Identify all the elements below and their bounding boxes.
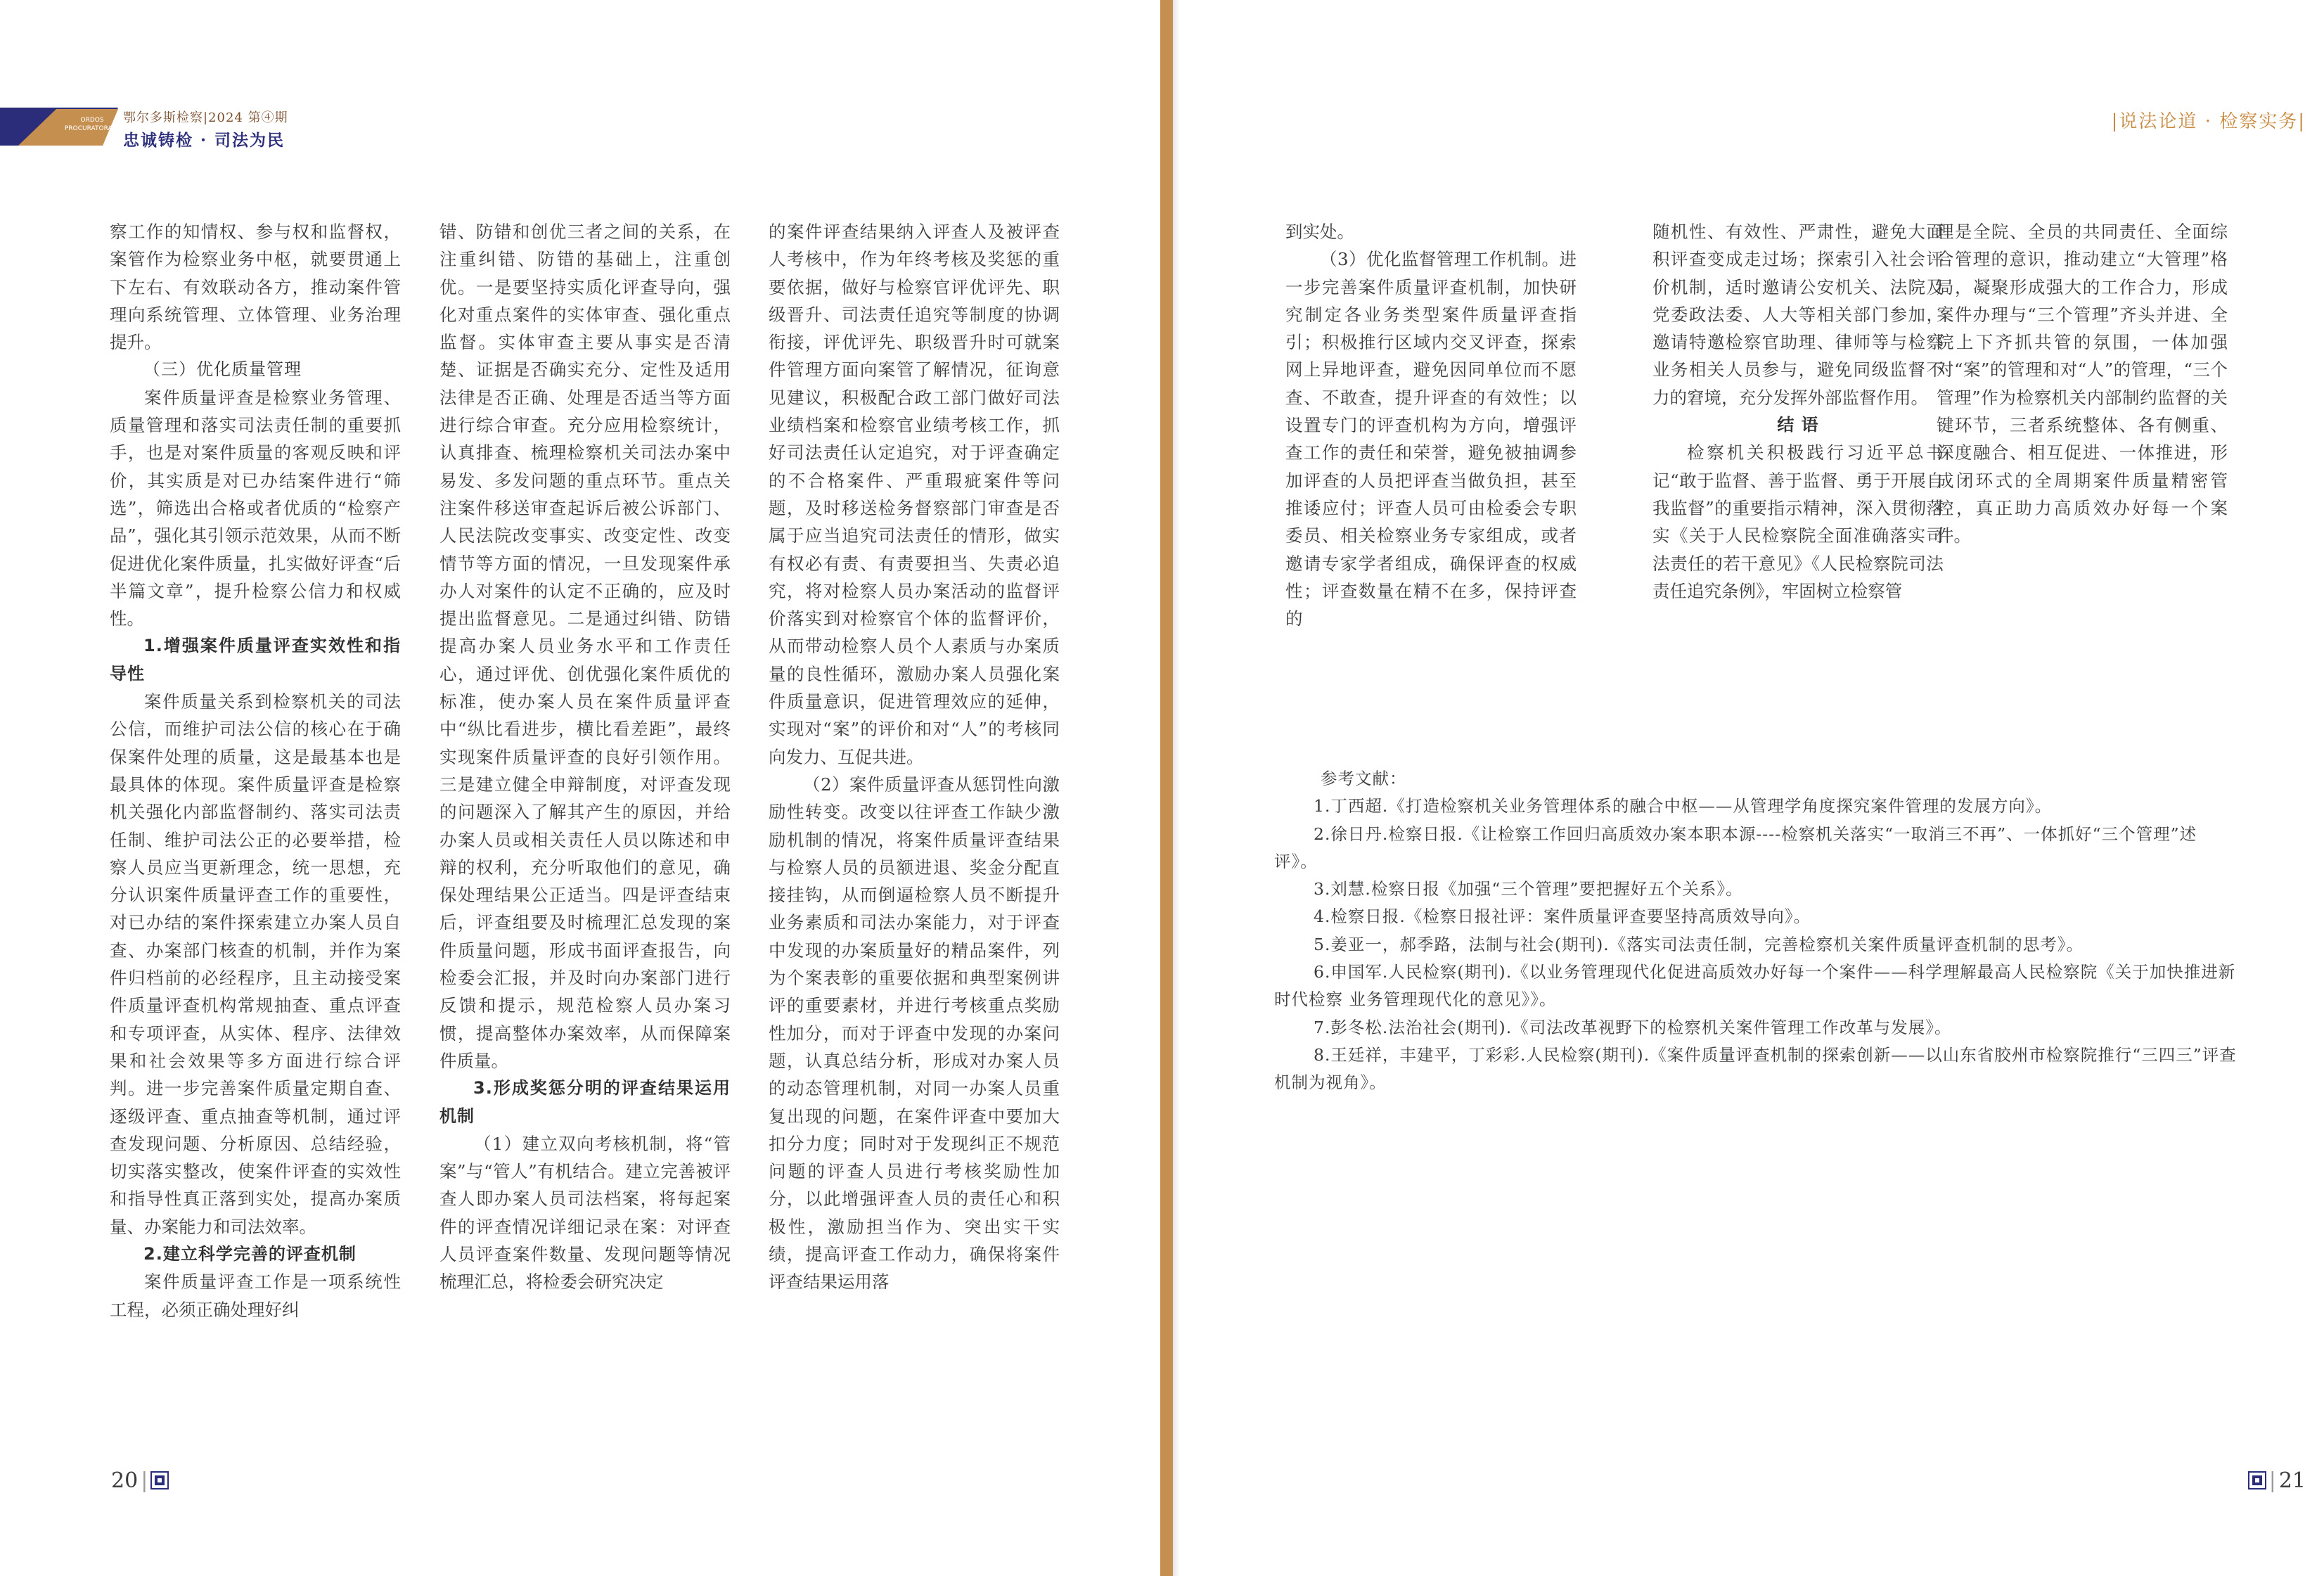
section-heading: 结 语 [1777,415,1819,435]
section-heading: （三）优化质量管理 [143,359,302,380]
magazine-header [123,108,288,150]
magazine-slogan: 忠诚铸检 · 司法为民 [123,131,285,150]
section-tag: |说法论道 · 检察实务| [2111,111,2306,132]
right-column-2 [1652,218,1944,605]
right-column-1 [1285,218,1577,632]
paragraph: （3）优化监督管理工作机制。进一步完善案件质量评查机制，加快研究制定各业务类型案件质量评查指引；积极推行区域内交叉评查，探索网上异地评查，避免因同单位而不愿查、不敢查，提升评查的有效性；以设置专门的评查机构为方向，增强评查工作的责任和荣誉，避免被抽调参加评查的人员把评查当做负担，甚至推诿应付；评查人员可由检委会专职委员、相关检察业务专家组成，或者邀请专家学者组成，确保评查的权威性；评查数量在精不在多，保持评查的 [1285,249,1577,629]
left-column-1 [110,218,401,1324]
section-heading: 2.建立科学完善的评查机制 [143,1243,357,1264]
page-number-right: | 21 [2248,1468,2306,1493]
page-number-left: 20 | [111,1468,169,1493]
reference-item: 6.申国军.人民检察(期刊).《以业务管理现代化促进高质效办好每一个案件——科学理解最高人民检察院《关于加快推进新时代检察 业务管理现代化的意见》》。 [1274,962,2236,1010]
reference-item: 4.检察日报.《检察日报社评：案件质量评查要坚持高质效导向》。 [1314,906,1811,927]
references [1274,765,2238,1097]
paragraph: （1）建立双向考核机制，将“管案”与“管人”有机结合。建立完善被评查人即办案人员司法档案，将每起案件的评查情况详细记录在案：对评查人员评查案件数量、发现问题等情况梳理汇总，将检委会研究决定 [439,1133,731,1293]
references-title: 参考文献： [1321,769,1407,788]
paragraph: 案件质量关系到检察机关的司法公信，而维护司法公信的核心在于确保案件处理的质量，这是最基本也是最具体的体现。案件质量评查是检察机关强化内部监督制约、落实司法责任制、维护司法公正的必要举措，检察人员应当更新理念，统一思想，充分认识案件质量评查工作的重要性，对已办结的案件探索建立办案人员自查、办案部门核查的机制，并作为案件归档前的必经程序，且主动接受案件质量评查机构常规抽查、重点评查和专项评查，从实体、程序、法律效果和社会效果等多方面进行综合评判。进一步完善案件质量定期自查、逐级评查、重点抽查等机制，通过评查发现问题、分析原因、总结经验，切实落实整改，使案件评查的实效性和指导性真正落到实处，提高办案质量、办案能力和司法效率。 [110,691,401,1237]
paragraph: （2）案件质量评查从惩罚性向激励性转变。改变以往评查工作缺少激励机制的情况，将案件质量评查结果与检察人员的员额进退、奖金分配直接挂钩，从而倒逼检察人员不断提升业务素质和司法办案能力，对于评查中发现的办案质量好的精品案件，列为个案表彰的重要依据和典型案例讲评的重要素材，并进行考核重点奖励性加分，而对于评查中发现的办案问题，认真总结分析，形成对办案人员的动态管理机制，对同一办案人员重复出现的问题，在案件评查中要加大扣分力度；同时对于发现纠正不规范问题的评查人员进行考核奖励性加分，以此增强评查人员的责任心和积极性，激励担当作为、突出实干实绩，提高评查工作动力，确保将案件评查结果运用落 [769,774,1060,1293]
left-column-3 [769,218,1060,1296]
references-list [1274,793,2238,1096]
reference-item: 5.姜亚一，郝季路，法制与社会(期刊).《落实司法责任制，完善检察机关案件质量评查机制的思考》。 [1314,934,2084,954]
paragraph: 理是全院、全员的共同责任、全面综合管理的意识，推动建立“大管理”格局，凝聚形成强大的工作合力，形成案件办理与“三个管理”齐头并进、全院上下齐抓共管的氛围，一体加强对“案”的管理和对“人”的管理，“三个管理”作为检察机关内部制约监督的关键环节，三者系统整体、各有侧重、深度融合、相互促进、一体推进，形成闭环式的全周期案件质量精密管控，真正助力高质效办好每一个案件。 [1937,222,2228,546]
left-page [0,0,1160,1576]
section-heading: 1.增强案件质量评查实效性和指导性 [110,636,401,684]
reference-item: 3.刘慧.检察日报《加强“三个管理”要把握好五个关系》。 [1314,879,1743,899]
right-column-3 [1937,218,2228,550]
reference-item: 1.丁西超.《打造检察机关业务管理体系的融合中枢——从管理学角度探究案件管理的发展方向》。 [1314,796,2053,816]
paragraph: 到实处。 [1285,222,1354,242]
paragraph: 错、防错和创优三者之间的关系，在注重纠错、防错的基础上，注重创优。一是要坚持实质化评查导向，强化对重点案件的实体审查、强化重点监督。实体审查主要从事实是否清楚、证据是否确实充分、定性及适用法律是否正确、处理是否适当等方面进行综合审查。充分应用检察统计，认真排查、梳理检察机关司法办案中易发、多发问题的重点环节。重点关注案件移送审查起诉后被公诉部门、人民法院改变事实、改变定性、改变情节等方面的情况，一旦发现案件承办人对案件的认定不正确的，应及时提出监督意见。二是通过纠错、防错提高办案人员业务水平和工作责任心，通过评优、创优强化案件质优的标准，使办案人员在案件质量评查中“纵比看进步，横比看差距”，最终实现案件质量评查的良好引领作用。三是建立健全申辩制度，对评查发现的问题深入了解其产生的原因，并给办案人员或相关责任人员以陈述和申辩的权利，充分听取他们的意见，确保处理结果公正适当。四是评查结束后，评查组要及时梳理汇总发现的案件质量问题，形成书面评查报告，向检委会汇报，并及时向办案部门进行反馈和提示，规范检察人员办案习惯，提高整体办案效率，从而保障案件质量。 [439,222,731,1071]
logo-icon [2248,1471,2266,1489]
page-spine [1160,0,1173,1576]
paragraph: 案件质量评查工作是一项系统性工程，必须正确处理好纠 [110,1271,401,1320]
logo-icon [150,1471,169,1489]
reference-item: 7.彭冬松.法治社会(期刊).《司法改革视野下的检察机关案件管理工作改革与发展》。 [1314,1017,1952,1037]
paragraph: 察工作的知情权、参与权和监督权，案管作为检察业务中枢，就要贯通上下左右、有效联动各方，推动案件管理向系统管理、立体管理、业务治理提升。 [110,222,401,353]
reference-item: 8.王廷祥，丰建平，丁彩彩.人民检察(期刊).《案件质量评查机制的探索创新——以山东省胶州市检察院推行“三四三”评查机制为视角》。 [1274,1044,2237,1093]
paragraph: 案件质量评查是检察业务管理、质量管理和落实司法责任制的重要抓手，也是对案件质量的客观反映和评价，其实质是对已办结案件进行“筛选”，筛选出合格或者优质的“检察产品”，强化其引领示范效果，从而不断促进优化案件质量，扎实做好评查“后半篇文章”，提升检察公信力和权威性。 [110,387,401,629]
paragraph: 的案件评查结果纳入评查人及被评查人考核中，作为年终考核及奖惩的重要依据，做好与检察官评优评先、职级晋升、司法责任追究等制度的协调衔接，评优评先、职级晋升时可就案件管理方面向案管了解情况，征询意见建议，积极配合政工部门做好司法业绩档案和检察官业绩考核工作，抓好司法责任认定追究，对于评查确定的不合格案件、严重瑕疵案件等问题，及时移送检务督察部门审查是否属于应当追究司法责任的情形，做实有权必有责、有责要担当、失责必追究，将对检察人员办案活动的监督评价落实到对检察官个体的监督评价，从而带动检察人员个人素质与办案质量的良性循环，激励办案人员强化案件质量意识，促进管理效应的延伸，实现对“案”的评价和对“人”的考核同向发力、互促共进。 [769,222,1060,767]
badge-text: ORDOS PROCURATORATE [65,117,120,132]
reference-item: 2.徐日丹.检察日报.《让检察工作回归高质效办案本职本源----检察机关落实“一取消三不再”、一体抓好“三个管理”述评》。 [1274,824,2197,871]
magazine-issue: 鄂尔多斯检察|2024 第④期 [123,110,288,125]
paragraph: 随机性、有效性、严肃性，避免大面积评查变成走过场；探索引入社会评价机制，适时邀请公安机关、法院及党委政法委、人大等相关部门参加，邀请特邀检察官助理、律师等与检察业务相关人员参与，避免同级监督不力的窘境，充分发挥外部监督作用。 [1652,222,1944,408]
section-heading: 3.形成奖惩分明的评查结果运用机制 [439,1078,731,1126]
left-column-2 [439,218,731,1296]
paragraph: 检察机关积极践行习近平总书记“敢于监督、善于监督、勇于开展自我监督”的重要指示精神，深入贯彻落实《关于人民检察院全面准确落实司法责任的若干意见》《人民检察院司法责任追究条例》，牢固树立检察管 [1652,442,1944,601]
spine-shadow [1173,0,1180,1576]
